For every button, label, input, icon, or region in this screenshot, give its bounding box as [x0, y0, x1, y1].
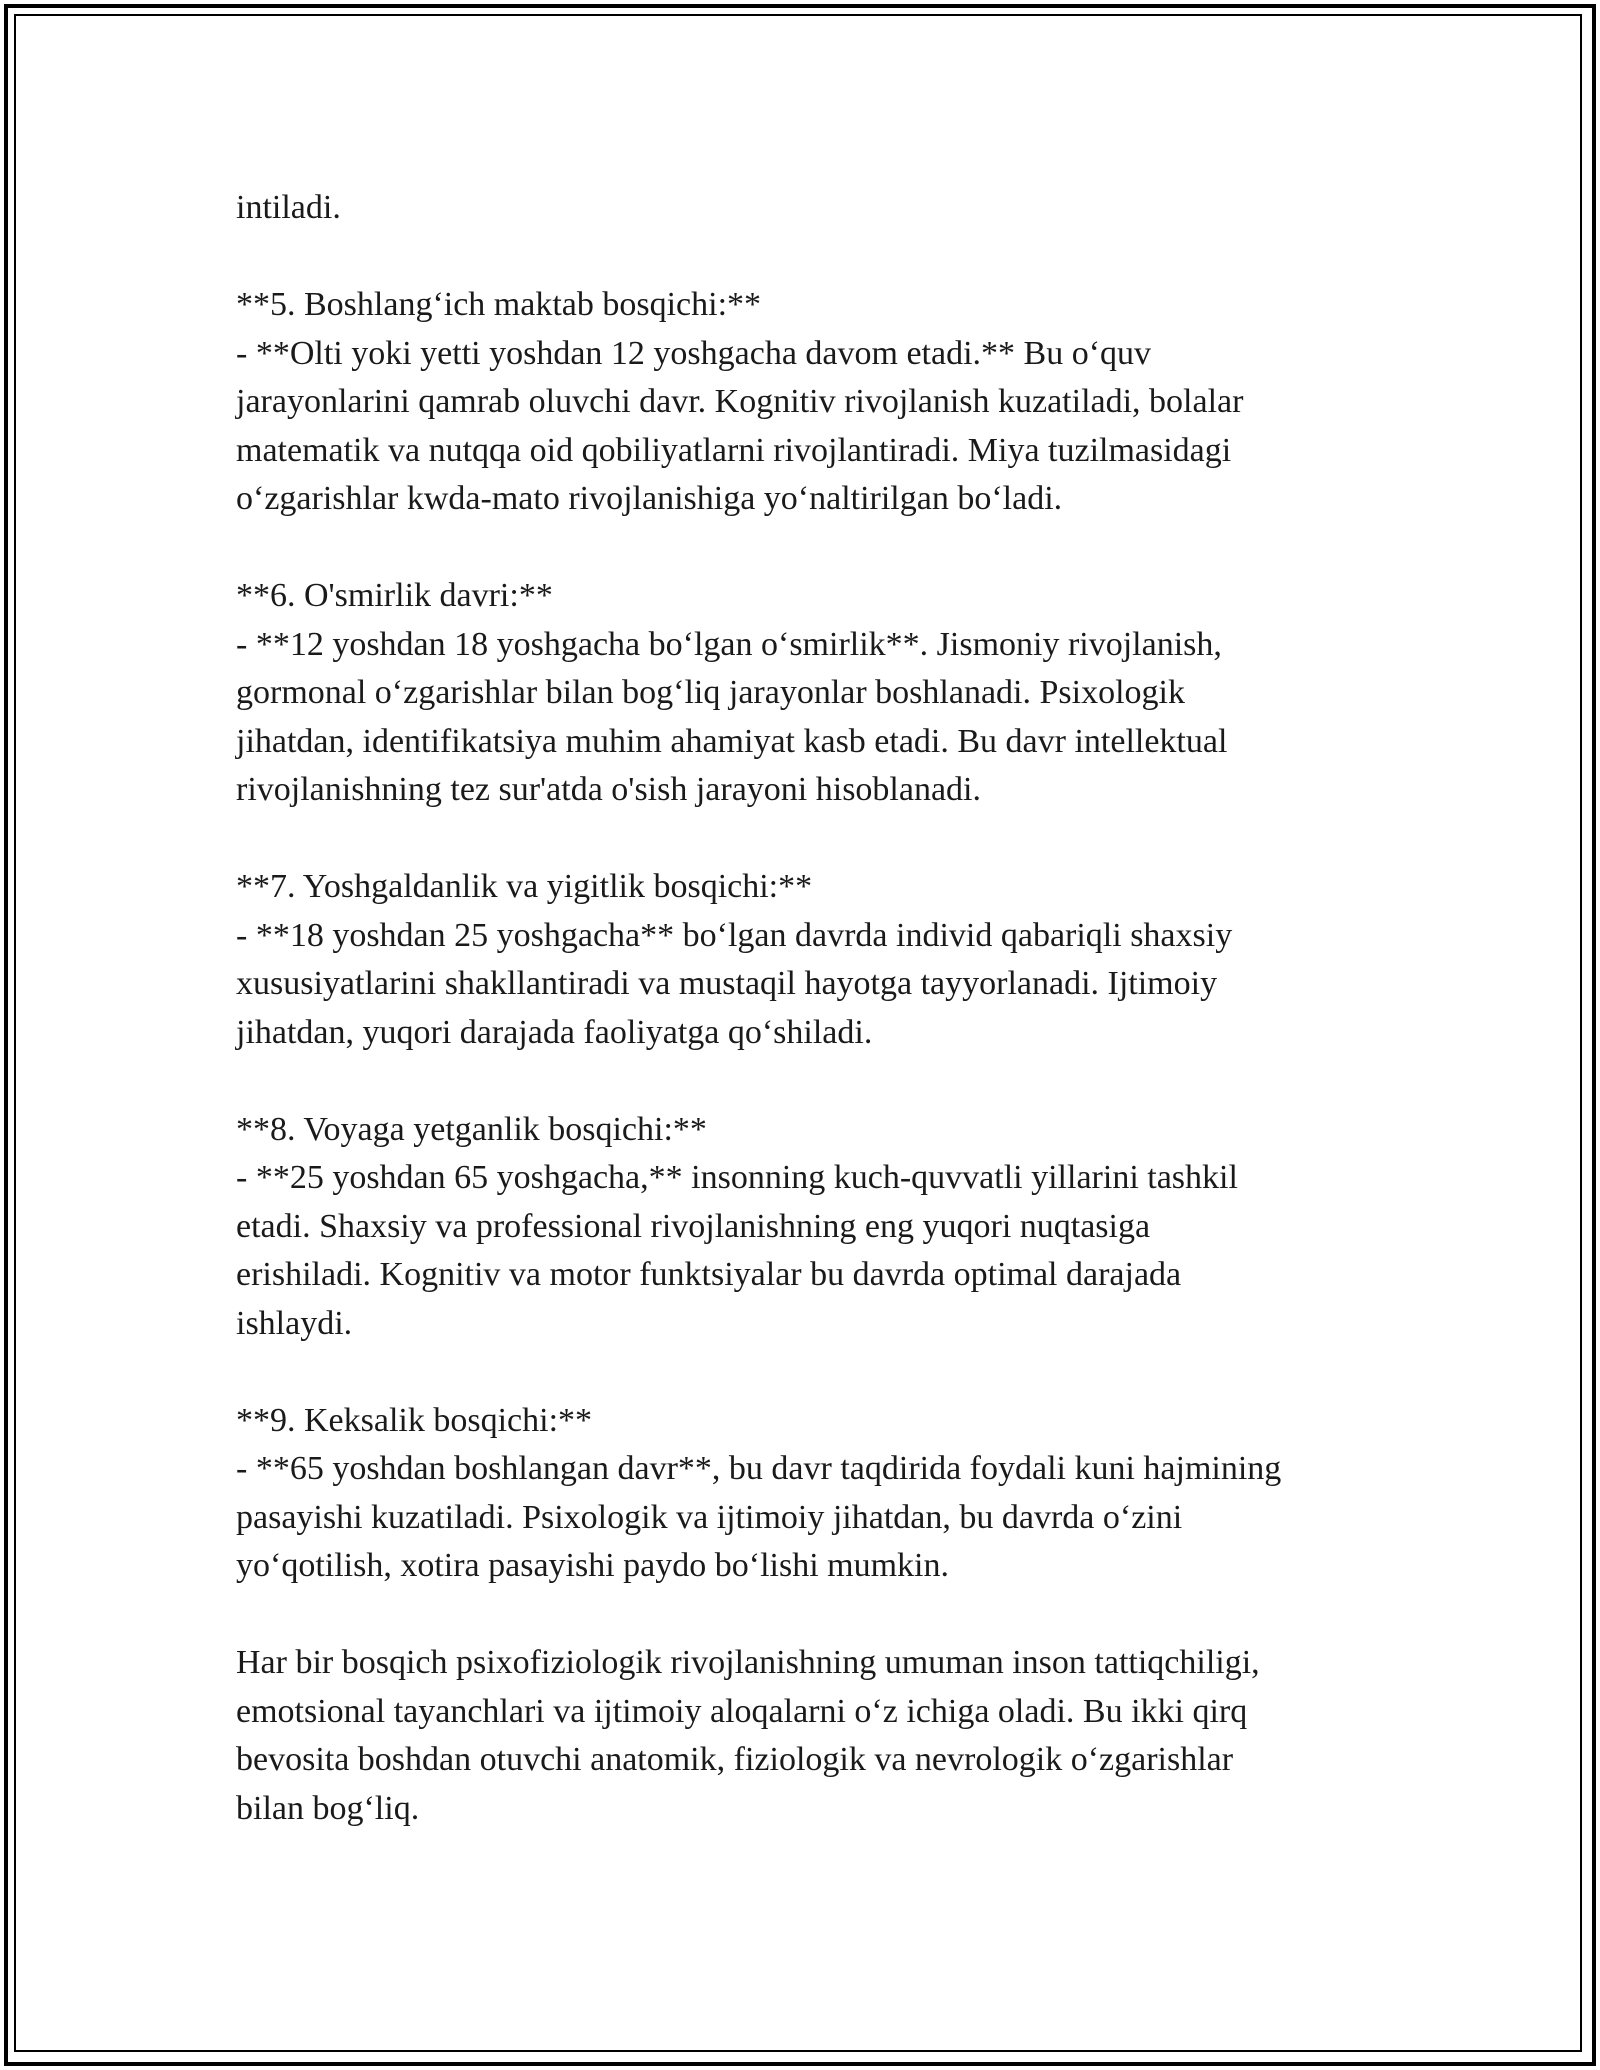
document-body	[236, 184, 1376, 1833]
section-heading: **5. Boshlang‘ich maktab bosqichi:**	[236, 286, 762, 323]
paragraph-gap	[236, 1348, 1376, 1397]
section-heading: **6. O'smirlik davri:**	[236, 577, 553, 614]
section-line: matematik va nutqqa oid qobiliyatlarni rivojlantiradi. Miya tuzilmasidagi	[236, 431, 1232, 469]
paragraph-gap	[236, 233, 1376, 282]
section-line: pasayishi kuzatiladi. Psixologik va ijtimoiy jihatdan, bu davrda o‘zini	[236, 1498, 1183, 1536]
section-line: jihatdan, yuqori darajada faoliyatga qo‘shiladi.	[236, 1013, 873, 1051]
section-line: rivojlanishning tez sur'atda o'sish jarayoni hisoblanadi.	[236, 771, 981, 808]
section-line: o‘zgarishlar kwda-mato rivojlanishiga yo‘naltirilgan bo‘ladi.	[236, 480, 1063, 517]
section-line: - **Olti yoki yetti yoshdan 12 yoshgacha davom etadi.** Bu o‘quv	[236, 334, 1152, 372]
section-heading: **7. Yoshgaldanlik va yigitlik bosqichi:**	[236, 868, 813, 905]
section-line: etadi. Shaxsiy va professional rivojlanishning eng yuqori nuqtasiga	[236, 1207, 1151, 1245]
section-heading: **9. Keksalik bosqichi:**	[236, 1401, 593, 1439]
conclusion-line: bevosita boshdan otuvchi anatomik, fiziologik va nevrologik o‘zgarishlar	[236, 1741, 1234, 1778]
section-line: jarayonlarini qamrab oluvchi davr. Kognitiv rivojlanish kuzatiladi, bolalar	[236, 383, 1244, 420]
section-heading: **8. Voyaga yetganlik bosqichi:**	[236, 1110, 707, 1148]
section-line: gormonal o‘zgarishlar bilan bog‘liq jarayonlar boshlanadi. Psixologik	[236, 674, 1185, 711]
conclusion-line: emotsional tayanchlari va ijtimoiy aloqalarni o‘z ichiga oladi. Bu ikki qirq	[236, 1692, 1248, 1730]
section-line: - **18 yoshdan 25 yoshgacha** bo‘lgan davrda individ qabariqli shaxsiy	[236, 916, 1233, 954]
section-line: - **65 yoshdan boshlangan davr**, bu davr taqdirida foydali kuni hajmining	[236, 1450, 1282, 1487]
section-line: xususiyatlarini shakllantiradi va mustaqil hayotga tayyorlanadi. Ijtimoiy	[236, 965, 1218, 1002]
paragraph-gap	[236, 1591, 1376, 1640]
conclusion-line: bilan bog‘liq.	[236, 1789, 420, 1827]
paragraph-gap	[236, 815, 1376, 864]
section-line: yo‘qotilish, xotira pasayishi paydo bo‘lishi mumkin.	[236, 1547, 950, 1584]
section-line: - **25 yoshdan 65 yoshgacha,** insonning kuch-quvvatli yillarini tashkil	[236, 1159, 1238, 1196]
section-line: jihatdan, identifikatsiya muhim ahamiyat kasb etadi. Bu davr intellektual	[236, 722, 1228, 760]
section-line: ishlaydi.	[236, 1304, 353, 1342]
intro-line: intiladi.	[236, 189, 341, 226]
conclusion-line: Har bir bosqich psixofiziologik rivojlanishning umuman inson tattiqchiligi,	[236, 1644, 1260, 1681]
paragraph-gap	[236, 524, 1376, 573]
paragraph-gap	[236, 1057, 1376, 1106]
section-line: erishiladi. Kognitiv va motor funktsiyalar bu davrda optimal darajada	[236, 1256, 1182, 1293]
section-line: - **12 yoshdan 18 yoshgacha bo‘lgan o‘smirlik**. Jismoniy rivojlanish,	[236, 625, 1222, 663]
